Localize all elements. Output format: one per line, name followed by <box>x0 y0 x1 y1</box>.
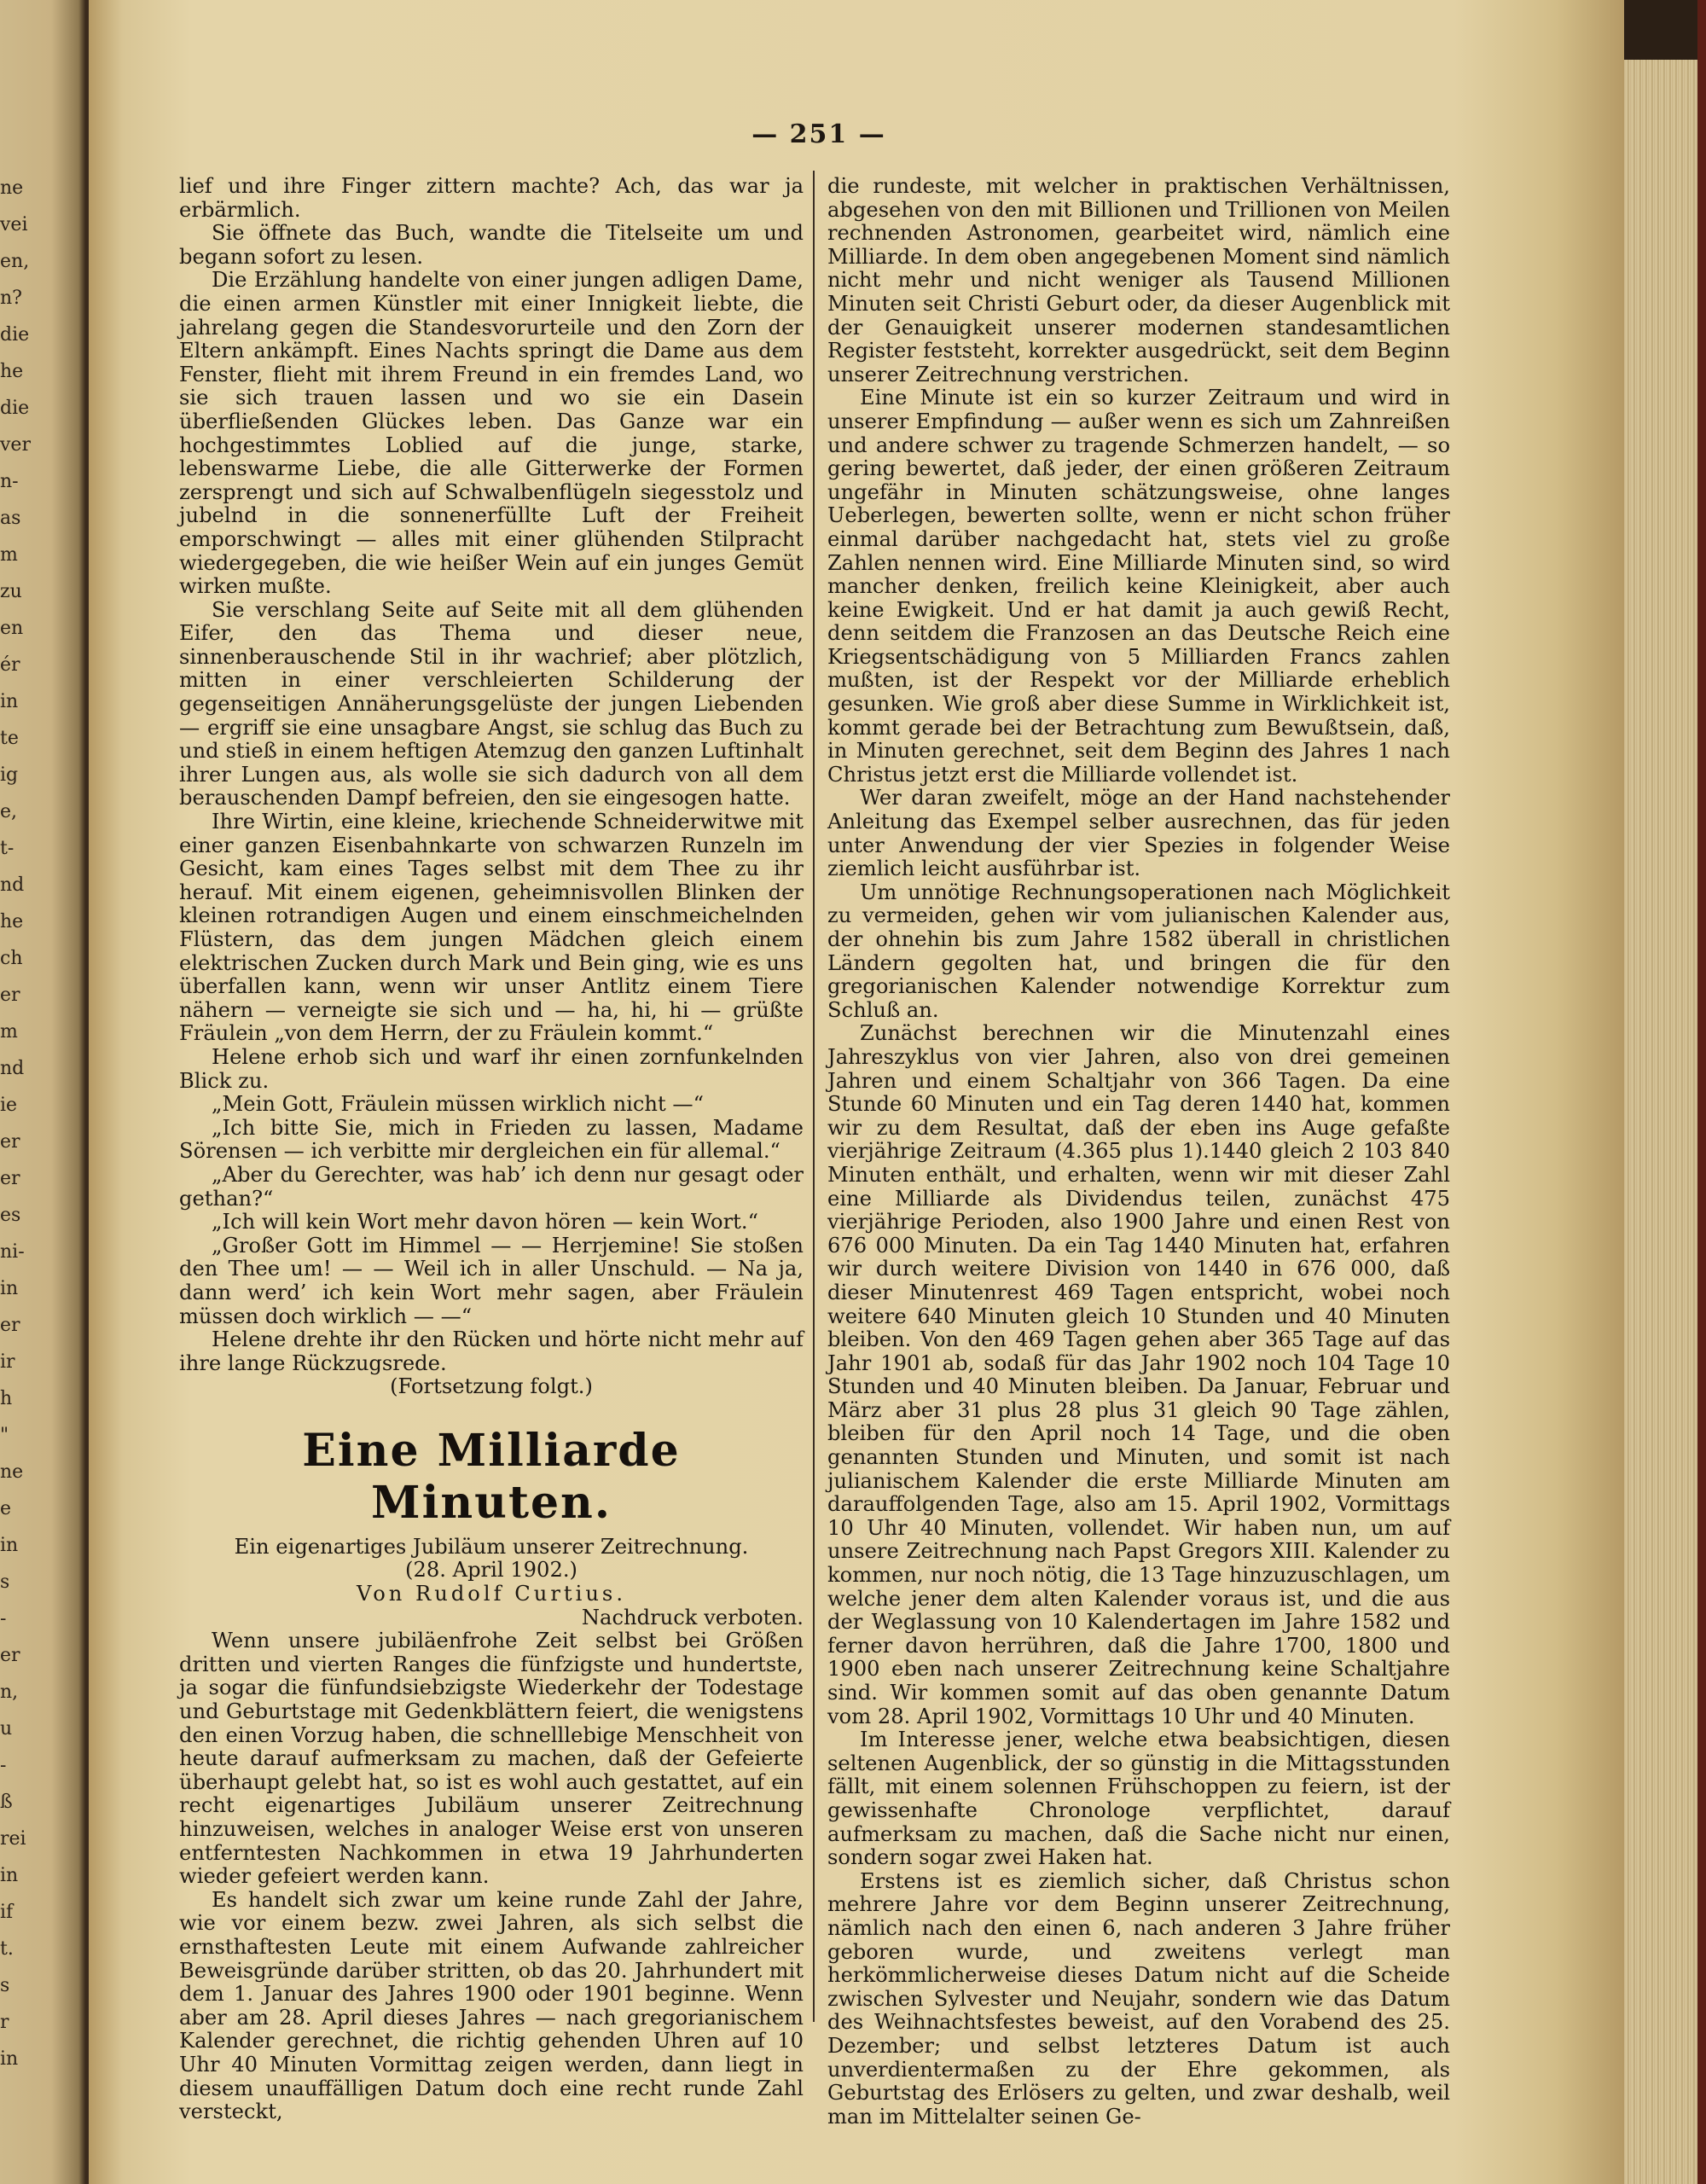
facing-page-fragment: in <box>0 2048 19 2070</box>
article-paragraph: Im Interesse jener, welche etwa beabsichtigen, diesen seltenen Augenblick, der so günstig in die Mittagsstunden fällt, mit einem solennen Frühschoppen zu feiern, ist der gewissenhafte Chronologe verpflichtet, darauf aufmerksam zu machen, daß die Sache nicht nur einen, sondern sogar zwei Haken hat. <box>827 1728 1450 1870</box>
facing-page-fragment: e, <box>0 801 18 822</box>
article-title: Eine Milliarde Minuten. <box>302 1424 681 1529</box>
facing-page-fragment: s <box>0 1571 10 1593</box>
facing-page-fragment: ne <box>0 177 24 199</box>
book-cover-top <box>1624 0 1706 60</box>
story-paragraph: Sie öffnete das Buch, wandte die Titelseite um und begann sofort zu lesen. <box>179 221 804 269</box>
article-paragraph: Eine Minute ist ein so kurzer Zeitraum und wird in unserer Empfindung — außer wenn es sich um Zahnreißen und andere schwer zu tragende Schmerzen handelt, — so gering bewertet, daß jeder, der einen größeren Zeitraum ungefähr in Minuten schätzungsweise, ohne langes Ueberlegen, bewerten sollte, wenn er nicht schon früher einmal darüber nachgedacht hat, stets viel zu große Zahlen nennen wird. Eine Milliarde Minuten sind, so wird mancher denken, freilich keine Kleinigkeit, aber auch keine Ewigkeit. Und er hat damit ja auch gewiß Recht, denn seitdem die Franzosen an das Deutsche Reich eine Kriegsentschädigung von 5 Milliarden Francs zahlen mußten, ist der Respekt vor der Milliarde erheblich gesunken. Wie groß aber diese Summe in Wirklichkeit ist, kommt gerade bei der Betrachtung zum Bewußtsein, daß, in Minuten gerechnet, seit dem Beginn des Jahres 1 nach Christus jetzt erst die Milliarde vollendet ist. <box>827 386 1450 787</box>
page-number: — 251 — <box>751 119 886 149</box>
facing-page-fragment: nd <box>0 1058 25 1079</box>
facing-page-fragment: te <box>0 728 19 749</box>
facing-page-fragment: r <box>0 2012 9 2033</box>
story-paragraph: Helene erhob sich und warf ihr einen zornfunkelnden Blick zu. <box>179 1044 804 1093</box>
article-paragraph: Zunächst berechnen wir die Minutenzahl eines Jahreszyklus von vier Jahren, also von drei gemeinen Jahren und einem Schaltjahr von 366 Tagen. Da eine Stunde 60 Minuten und ein Tag deren 1440 hat, kommen wir zu dem Resultat, daß der eben ins Auge gefaßte vierjährige Zeitraum (4.365 plus 1).1440 gleich 2 103 840 Minuten enthält, und erhalten, wenn wir mit dieser Zahl eine Milliarde als Dividendus teilen, zunächst 475 vierjährige Perioden, also 1900 Jahre und einen Rest von 676 000 Minuten. Da ein Tag 1440 Minuten hat, erfahren wir durch weitere Division von 1440 in 676 000, daß dieser Minutenrest 469 Tagen entspricht, wobei noch weitere 640 Minuten gleich 10 Stunden und 40 Minuten bleiben. Von den 469 Tagen gehen aber 365 Tage auf das Jahr 1901 ab, sodaß für das Jahr 1902 noch 104 Tage 10 Stunden und 40 Minuten bleiben. Da Januar, Februar und März aber 31 plus 28 plus 31 gleich 90 Tage zählen, bleiben für den April noch 14 Tage, und die oben genannten Stunden und Minuten, und somit ist nach julianischem Kalender die erste Milliarde Minuten am darauffolgenden Tage, also am 15. April 1902, Vormittags 10 Uhr 40 Minuten, vollendet. Wir haben nun, um auf unsere Zeitrechnung nach Papst Gregors XIII. Kalender zu kommen, nur noch nötig, die 13 Tage hinzuzuschlagen, um welche jener dem alten Kalender voraus ist, und die aus der Weglassung von 10 Kalendertagen im Jahre 1582 und ferner davon herrühren, daß die Jahre 1700, 1800 und 1900 eben nach unserer Zeitrechnung keine Schaltjahre sind. Wir kommen somit auf das oben genannte Datum vom 28. April 1902, Vormittags 10 Uhr und 40 Minuten. <box>827 1021 1450 1728</box>
facing-page-fragment: ne <box>0 1461 24 1483</box>
story-paragraph: „Aber du Gerechter, was hab’ ich denn nur gesagt oder gethan?“ <box>179 1162 804 1211</box>
facing-page-fragment: in <box>0 1865 19 1886</box>
continuation-note: (Fortsetzung folgt.) <box>390 1374 593 1399</box>
facing-page-fragment: e <box>0 1498 12 1519</box>
facing-page-fragment: en <box>0 618 24 639</box>
facing-page-fragment: die <box>0 398 30 419</box>
book-cover-edge <box>1697 0 1706 2184</box>
article-paragraph: die rundeste, mit welcher in praktischen Verhältnissen, abgesehen von den mit Billionen und Trillionen von Meilen rechnenden Astronomen, gearbeitet wird, nämlich eine Milliarde. In dem oben angegebenen Moment sind nämlich nicht mehr und nicht weniger als Tausend Millionen Minuten seit Christi Geburt oder, da dieser Augenblick mit der Genauigkeit unserer modernen standesamtlichen Register feststeht, korrekter ausgedrückt, seit dem Beginn unserer Zeitrechnung verstrichen. <box>827 174 1450 386</box>
story-paragraph: Ihre Wirtin, eine kleine, kriechende Schneiderwitwe mit einer ganzen Eisenbahnkarte von schwarzen Runzeln im Gesicht, kam eines Tages selbst mit dem Thee zu ihr herauf. Mit einem eigenen, geheimnisvollen Blinken der kleinen rotrandigen Augen und einem einschmeichelnden Flüstern, das dem jungen Mädchen gleich einem elektrischen Zucken durch Mark und Bein ging, wie es uns überfallen kann, wenn wir unser Antlitz einem Tiere nähern — verneigte sie sich und — ha, hi, hi — grüßte Fräulein „von dem Herrn, der zu Fräulein kommt.“ <box>179 810 804 1046</box>
column-divider <box>813 171 815 2022</box>
story-paragraph: lief und ihre Finger zittern machte? Ach, das war ja erbärmlich. <box>179 174 804 222</box>
story-paragraph: Helene drehte ihr den Rücken und hörte nicht mehr auf ihre lange Rückzugsrede. <box>179 1327 804 1375</box>
facing-page-fragment: die <box>0 324 30 346</box>
facing-page-fragment: in <box>0 691 19 712</box>
story-paragraph: Die Erzählung handelte von einer jungen adligen Dame, die einen armen Künstler mit einer Innigkeit liebte, die jahrelang gegen die Standesvorurteile und den Zorn der Eltern ankämpft. Eines Nachts springt die Dame aus dem Fenster, flieht mit ihrem Freund in ein fremdes Land, wo sie sich trauen lassen und wo sie ein Dasein überfließenden Glückes leben. Das Ganze war ein hochgestimmtes Loblied auf die junge, starke, lebenswarme Liebe, die alle Gitterwerke der Formen zersprengt und sich auf Schwalbenflügeln siegesstolz und jubelnd in die sonnenerfüllte Luft der Freiheit emporschwingt — alles mit einer glühenden Stilpracht wiedergegeben, die wie heißer Wein auf ein junges Gemüt wirken mußte. <box>179 268 804 599</box>
facing-page-fragment: ér <box>0 654 20 676</box>
facing-page-fragment: n? <box>0 288 22 309</box>
facing-page-fragment: in <box>0 1535 19 1556</box>
facing-page-fragment: " <box>0 1425 9 1446</box>
right-column <box>827 175 1450 2129</box>
facing-page-fragment: er <box>0 1168 20 1189</box>
facing-page-fragment: m <box>0 544 18 566</box>
facing-page-fragment: ni- <box>0 1241 25 1263</box>
article-paragraph: Um unnötige Rechnungsoperationen nach Möglichkeit zu vermeiden, gehen wir vom julianischen Kalender aus, der ohnehin bis zum Jahre 1582 überall in christlichen Ländern gegolten hat, und bringen die für den gregorianischen Kalender notwendige Korrektur zum Schluß an. <box>827 880 1450 1022</box>
left-column <box>179 175 804 2124</box>
story-paragraph: „Ich will kein Wort mehr davon hören — kein Wort.“ <box>212 1210 758 1234</box>
article-author: Von Rudolf Curtius. <box>356 1582 627 1606</box>
article-paragraph: Erstens ist es ziemlich sicher, daß Christus schon mehrere Jahre vor dem Beginn unserer Zeitrechnung, nämlich nach den einen 6, nach anderen 3 Jahre früher geboren wurde, und zweitens verlegt man herkömmlicherweise dieses Datum nicht auf die Scheide zwischen Sylvester und Neujahr, sondern wie das Datum des Weihnachtsfestes beweist, auf den Vorabend des 25. Dezember; und selbst letzteres Datum ist auch unverdientermaßen zu der Ehre gekommen, als Geburtstag des Erlösers zu gelten, und zwar deshalb, weil man im Mittelalter seinen Ge- <box>827 1868 1450 2129</box>
facing-page-fragment: ig <box>0 764 19 786</box>
facing-page-fragment: t- <box>0 838 15 859</box>
facing-page-edge <box>0 0 85 2184</box>
facing-page-fragment: ie <box>0 1095 18 1116</box>
story-paragraph: „Ich bitte Sie, mich in Frieden zu lassen, Madame Sörensen — ich verbitte mir dergleichen ein für allemal.“ <box>179 1115 804 1164</box>
facing-page-fragment: ver <box>0 434 31 456</box>
facing-page-fragment: vei <box>0 214 28 235</box>
facing-page-fragment: m <box>0 1021 18 1043</box>
facing-page-fragment: u <box>0 1718 13 1740</box>
facing-page-fragment: t. <box>0 1938 14 1960</box>
article-paragraph: Wenn unsere jubiläenfrohe Zeit selbst bei Größen dritten und vierten Ranges die fünfzigste und hundertste, ja sogar die fünfundsiebzigste Wiederkehr der Todestage und Geburtstage mit Gedenkblättern feiert, die wenigstens den einen Vorzug haben, die schnelllebige Menschheit von heute darauf aufmerksam zu machen, daß der Gefeierte überhaupt gelebt hat, so ist es wohl auch gestattet, auf ein recht eigenartiges Jubiläum unserer Zeitrechnung hinzuweisen, welches in analoger Weise erst von unseren entferntesten Nachkommen in etwa 19 Jahrhunderten wieder gefeiert werden kann. <box>179 1629 804 1889</box>
story-paragraph: Sie verschlang Seite auf Seite mit all dem glühenden Eifer, den das Thema und dieser neue, sinnenberauschende Stil in ihr wachrief; aber plötzlich, mitten in einer verschleierten Schilderung der gegenseitigen Annäherungsgelüste der jungen Liebenden — ergriff sie eine unsagbare Angst, sie schlug das Buch zu und stieß in einem heftigen Atemzug den ganzen Luftinhalt ihrer Lungen aus, als wolle sie sich dadurch von all dem berauschenden Dampf befreien, den sie eingesogen hatte. <box>179 597 804 810</box>
facing-page-fragment: er <box>0 985 20 1006</box>
facing-page-fragment: - <box>0 1608 7 1629</box>
article-date: (28. April 1902.) <box>405 1558 577 1583</box>
facing-page-fragment: nd <box>0 874 25 896</box>
facing-page-fragment: he <box>0 911 24 932</box>
facing-page-fragment: h <box>0 1388 13 1409</box>
facing-page-fragment: en, <box>0 251 30 272</box>
facing-page-fragment: n- <box>0 471 19 492</box>
facing-page-fragment: ir <box>0 1351 15 1373</box>
facing-page-fragment: - <box>0 1755 7 1776</box>
facing-page-fragment: s <box>0 1975 10 1996</box>
story-paragraph: „Großer Gott im Himmel — — Herrjemine! Sie stoßen den Thee um! — — Weil ich in aller Unschuld. — Na ja, dann werd’ ich kein Wort mehr sagen, aber Fräulein müssen doch wirklich — —“ <box>179 1233 804 1328</box>
facing-page-fragment: n, <box>0 1682 19 1703</box>
facing-page-fragment: rei <box>0 1828 26 1850</box>
facing-page-fragment: er <box>0 1131 20 1153</box>
facing-page-fragment: ß <box>0 1792 13 1813</box>
reprint-notice: Nachdruck verboten. <box>581 1605 804 1629</box>
article-subtitle: Ein eigenartiges Jubiläum unserer Zeitrechnung. <box>234 1534 749 1559</box>
facing-page-fragment: in <box>0 1278 19 1299</box>
page-stack-edges <box>1624 0 1706 2184</box>
facing-page-fragment: er <box>0 1315 20 1336</box>
facing-page-fragment: if <box>0 1902 14 1923</box>
facing-page-fragment: er <box>0 1645 20 1666</box>
facing-page-fragment: zu <box>0 581 22 602</box>
article-paragraph: Wer daran zweifelt, möge an der Hand nachstehender Anleitung das Exempel selber ausrechnen, das für jeden unter Anwendung der vier Spezies in folgender Weise ziemlich leicht ausführbar ist. <box>827 786 1450 881</box>
facing-page-fragment: he <box>0 361 24 382</box>
facing-page-fragment: es <box>0 1205 21 1226</box>
article-paragraph: Es handelt sich zwar um keine runde Zahl der Jahre, wie vor einem bezw. zwei Jahren, als sich selbst die ernsthaftesten Leute mit einem Aufwande zahlreicher Beweisgründe darüber stritten, ob das 20. Jahrhundert mit dem 1. Januar des Jahres 1900 oder 1901 beginne. Wenn aber am 28. April dieses Jahres — nach gregorianischem Kalender gerechnet, die richtig gehenden Uhren auf 10 Uhr 40 Minuten Vormittag zeigen werden, dann liegt in diesem unauffälligen Datum doch eine recht runde Zahl versteckt, <box>179 1887 804 2124</box>
facing-page-fragment: ch <box>0 948 23 969</box>
story-paragraph: „Mein Gott, Fräulein müssen wirklich nicht —“ <box>212 1092 704 1117</box>
facing-page-fragment: as <box>0 508 21 529</box>
